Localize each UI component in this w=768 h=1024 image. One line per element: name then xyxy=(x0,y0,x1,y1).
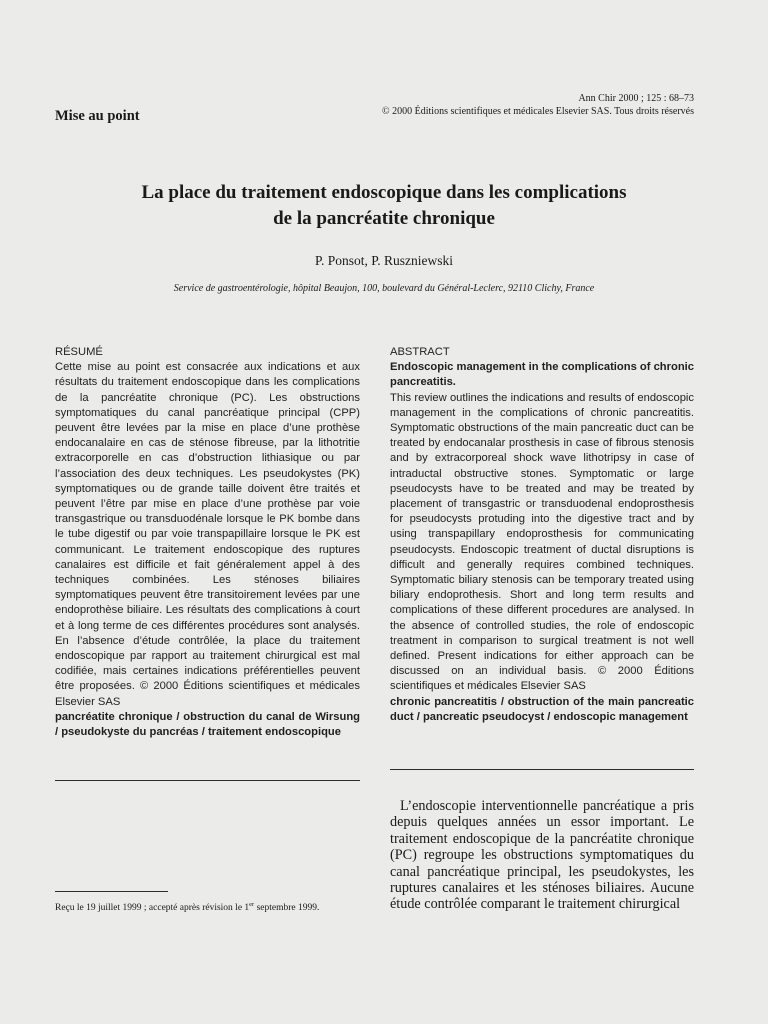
section-label: Mise au point xyxy=(55,108,140,124)
keywords-rule-right xyxy=(390,769,694,770)
copyright-line: © 2000 Éditions scientifiques et médicales Elsevier SAS. Tous droits réservés xyxy=(382,105,694,117)
resume-text: Cette mise au point est consacrée aux indications et aux résultats du traitement endoscopique dans les complications de la pancréatite chronique (PC). Les obstructions symptomatiques du canal pancréatique principal (CPP) peuvent être levées par la mise en place d’une prothèse endocanalaire en cas de sténose fibreuse, par la lithotritie extracorporelle en cas d’obstruction lithiasique ou par l’association des deux techniques. Les pseudokystes (PK) symptomatiques ou de grande taille doivent être traités et peuvent l’être par mise en place d’une prothèse par voie transgastrique ou transduodénale lorsque le PK bombe dans le tube digestif ou par voie transpapillaire lorsque le PK est communicant. Le traitement endoscopique des ruptures canalaires est difficile et fait généralement appel à des techniques combinées. Les sténoses biliaires symptomatiques peuvent être transitoirement levées par une endoprothèse biliaire. Les résultats des complications à court et à long terme de ces différentes procédures sont analysés. En l’absence d’étude contrôlée, la place du traitement endoscopique par rapport au traitement chirurgical est mal codifiée, mais certaines indications préférentielles peuvent être proposées. © 2000 Éditions scientifiques et médicales Elsevier SAS xyxy=(55,361,360,708)
footnote-superscript: er xyxy=(249,901,255,908)
title-line-2: de la pancréatite chronique xyxy=(273,208,495,229)
abstract-subtitle: Endoscopic management in the complications of chronic pancreatitis. xyxy=(390,361,694,389)
resume-keywords: pancréatite chronique / obstruction du canal de Wirsung / pseudokyste du pancréas / traitement endoscopique xyxy=(55,710,360,739)
journal-citation: Ann Chir 2000 ; 125 : 68–73 xyxy=(578,93,694,104)
abstract-text: This review outlines the indications and results of endoscopic management in the complications of chronic pancreatitis. Symptomatic obstructions of the main pancreatic duct can be treated by endocanalar prosthesis in case of fibrous stenosis and by extracorporeal shock wave lithotripsy in case of intraductal obstructive stones. Symptomatic or large pseudocysts have to be treated and may be treated by placement of transgastric or transduodenal endoprosthesis for pseudocysts protuding into the digestive tract and by using transpapillary endoprosthesis for communicating pseudocysts. Endoscopic treatment of ductal disruptions is difficult and generally requires combined techniques. Symptomatic biliary stenosis can be temporary treated using biliary endoprothesis. Short and long term results and complications of these different procedures are analysed. In the absence of controlled studies, the role of endoscopic treatment in comparison to surgical treatment is not well defined. Present indications for either approach can be discussed on an individual basis. © 2000 Éditions scientifiques et médicales Elsevier SAS xyxy=(390,391,694,693)
journal-reference xyxy=(382,93,694,118)
footnote-rule xyxy=(55,891,168,892)
footnote-text-start: Reçu le 19 juillet 1999 ; accepté après révision le 1 xyxy=(55,903,250,914)
intro-paragraph: L’endoscopie interventionnelle pancréatique a pris depuis quelques années un essor important. Le traitement endoscopique de la pancréatite chronique (PC) regroupe les obstructions symptomatiques du canal pancréatique principal, les pseudokystes, les ruptures canalaires et les sténoses biliaires. Aucune étude contrôlée comparant le traitement chirurgical xyxy=(390,798,694,913)
affiliation: Service de gastroentérologie, hôpital Beaujon, 100, boulevard du Général-Leclerc, 92110 Clichy, France xyxy=(173,283,595,294)
abstract-column xyxy=(390,345,694,725)
footnote-text-end: septembre 1999. xyxy=(254,903,320,914)
received-footnote xyxy=(55,901,319,913)
resume-column xyxy=(55,345,360,740)
article-title xyxy=(60,180,708,232)
resume-heading: RÉSUMÉ xyxy=(55,346,103,358)
abstract-keywords: chronic pancreatitis / obstruction of the main pancreatic duct / pancreatic pseudocyst / endoscopic management xyxy=(390,695,694,723)
body-text xyxy=(390,798,694,913)
authors: P. Ponsot, P. Ruszniewski xyxy=(314,253,454,268)
title-line-1: La place du traitement endoscopique dans les complications xyxy=(141,182,627,203)
keywords-rule-left xyxy=(55,780,360,781)
abstract-heading: ABSTRACT xyxy=(390,346,450,358)
